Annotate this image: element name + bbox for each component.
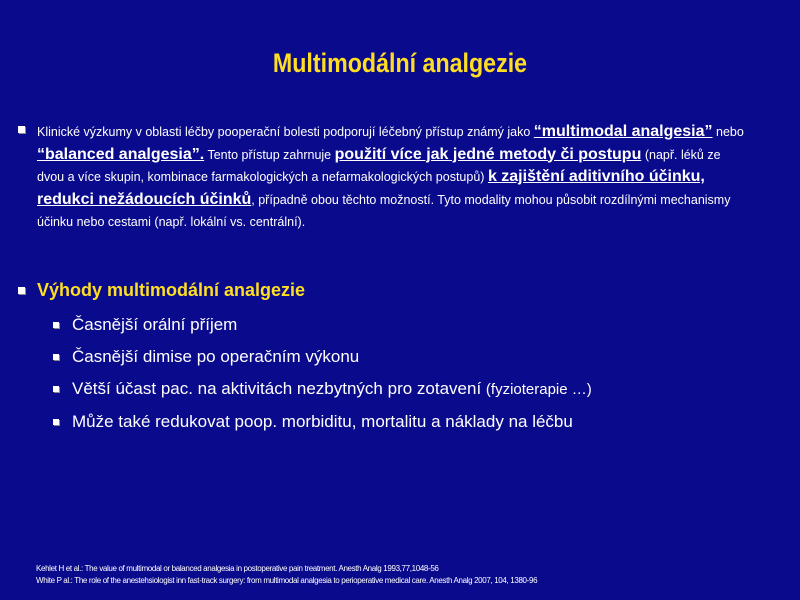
square-bullet-icon	[53, 322, 59, 328]
benefit-item	[72, 412, 573, 432]
intro-highlight-methods: použití více jak jedné metody či postupu	[334, 145, 642, 163]
benefit-note: (fyzioterapie …)	[485, 381, 592, 398]
square-bullet-icon	[53, 386, 59, 392]
reference-item: White P al.: The role of the anestehsiologist inn fast-track surgery: from multimodal analgesia to perioperative medical care. Anesth Analg 2007, 104, 1380-96	[36, 576, 538, 585]
intro-highlight-balanced: “balanced analgesia”.	[37, 145, 205, 163]
intro-text-3: Tento přístup zahrnuje	[207, 147, 332, 162]
benefit-item	[72, 315, 237, 335]
benefit-text: Časnější orální příjem	[72, 315, 238, 334]
references	[36, 563, 796, 587]
intro-text-4: (např. léků ze dvou a více skupin, kombinace farmakologických a nefarmakologických postupů)	[37, 147, 721, 184]
square-bullet-icon	[53, 419, 59, 425]
square-bullet-icon	[53, 354, 59, 360]
benefit-text: Větší účast pac. na aktivitách nezbytných pro zotavení	[72, 379, 482, 398]
benefit-text: Může také redukovat poop. morbiditu, mortalitu a náklady na léčbu	[72, 412, 573, 431]
intro-text-2: nebo	[716, 125, 744, 139]
benefit-text: Časnější dimise po operačním výkonu	[72, 347, 360, 366]
intro-paragraph	[37, 121, 749, 234]
reference-item: Kehlet H et al.: The value of multimodal or balanced analgesia in postoperative pain treatment. Anesth Analg 1993,77,1048-56	[36, 564, 439, 573]
square-bullet-icon	[18, 126, 25, 133]
square-bullet-icon	[18, 287, 25, 294]
intro-text-1: Klinické výzkumy v oblasti léčby pooperační bolesti podporují léčebný přístup známý jako	[37, 125, 531, 139]
slide-title: Multimodální analgezie	[272, 48, 528, 78]
intro-highlight-multimodal: “multimodal analgesia”	[533, 123, 713, 140]
benefit-item	[72, 347, 359, 367]
section-heading: Výhody multimodální analgezie	[37, 280, 306, 300]
intro-highlight-effect: k zajištění aditivního účinku, redukci nežádoucích účinků	[37, 168, 705, 208]
benefit-item	[72, 379, 592, 399]
intro-text-5: , případně obou těchto možností. Tyto modality mohou působit rozdílnými mechanismy účinku nebo cestami (např. lokální vs. centrální).	[37, 192, 731, 229]
